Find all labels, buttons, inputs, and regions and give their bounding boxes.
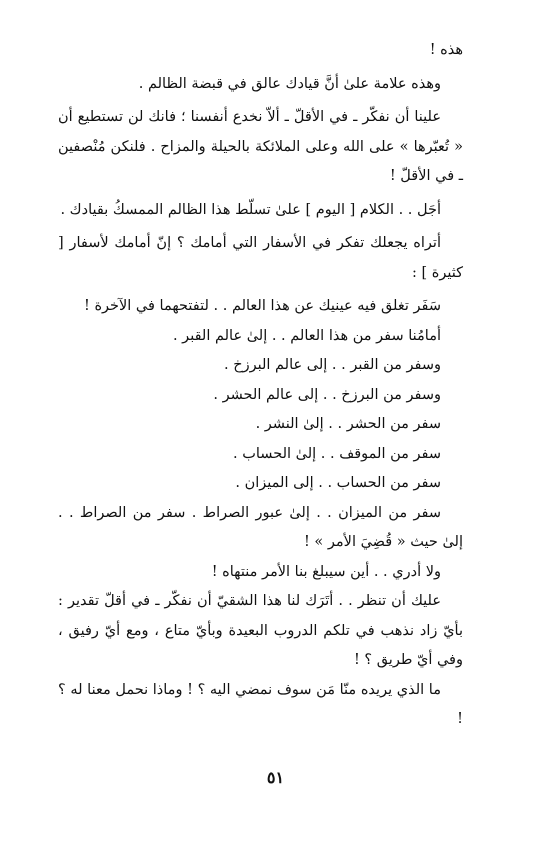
paragraph: سَفَر تغلق فيه عينيك عن هذا العالم . . لتفتحهما في الآخرة ! — [84, 298, 441, 314]
paragraph: سفر من الموقف . . إلىٰ الحساب . — [233, 445, 441, 462]
paragraph: وسفر من البرزخ . . إلى عالم الحشر . — [213, 386, 441, 403]
page-number: ٥١ — [266, 768, 285, 787]
paragraph: سفر من الحساب . . إلى الميزان . — [235, 475, 441, 491]
paragraph: أجَل . . الكلام [ اليوم ] علىٰ تسلّط هذا الظالم الممسكُ بقيادك . — [60, 201, 441, 218]
paragraph: أمامُنا سفر من هذا العالم . . إلىٰ عالم القبر . — [172, 327, 441, 344]
paragraph: عليك أن تنظر . . أتَرَك لنا هذا الشقيّ أن نفكّر ـ في أقلّ تقدير : بأيّ زاد نذهب في تلكم الدروب البعيدة وبأيّ متاع ، ومع أيّ رفيق ، وفي أيّ طريق ؟ ! — [58, 593, 463, 668]
paragraph: ولا أدري . . أين سيبلغ بنا الأمر منتهاه ! — [211, 563, 441, 580]
paragraph: أتراه يجعلك تفكر في الأسفار التي أمامك ؟ إنّ أمامك لأسفار [ كثيرة ] : — [58, 235, 463, 281]
paragraph: وسفر من القبر . . إلى عالم البرزخ . — [223, 357, 441, 373]
paragraph: ما الذي يريده منّا مَن سوف نمضي اليه ؟ ! وماذا نحمل معنا له ؟ ! — [58, 681, 463, 727]
paragraph: سفر من الميزان . . إلىٰ عبور الصراط . سفر من الصراط . . إلىٰ حيث « قُضِيَ الأمر » ! — [58, 504, 463, 550]
paragraph: وهذه علامة علىٰ أنَّ قيادك عالق في قبضة الظالم . — [138, 75, 441, 92]
paragraph: هذه ! — [429, 42, 463, 58]
paragraph: علينا أن نفكّر ـ في الأقلّ ـ ألاّ نخدع أنفسنا ؛ فانك لن تستطيع أن « تُعبّرها » على الله وعلى الملائكة بالحيلة والمزاح . فلنكن مُنْصفين ـ في الأقلّ ! — [58, 109, 463, 184]
paragraph: سفر من الحشر . . إلىٰ النشر . — [255, 416, 441, 432]
body-text — [58, 36, 463, 735]
